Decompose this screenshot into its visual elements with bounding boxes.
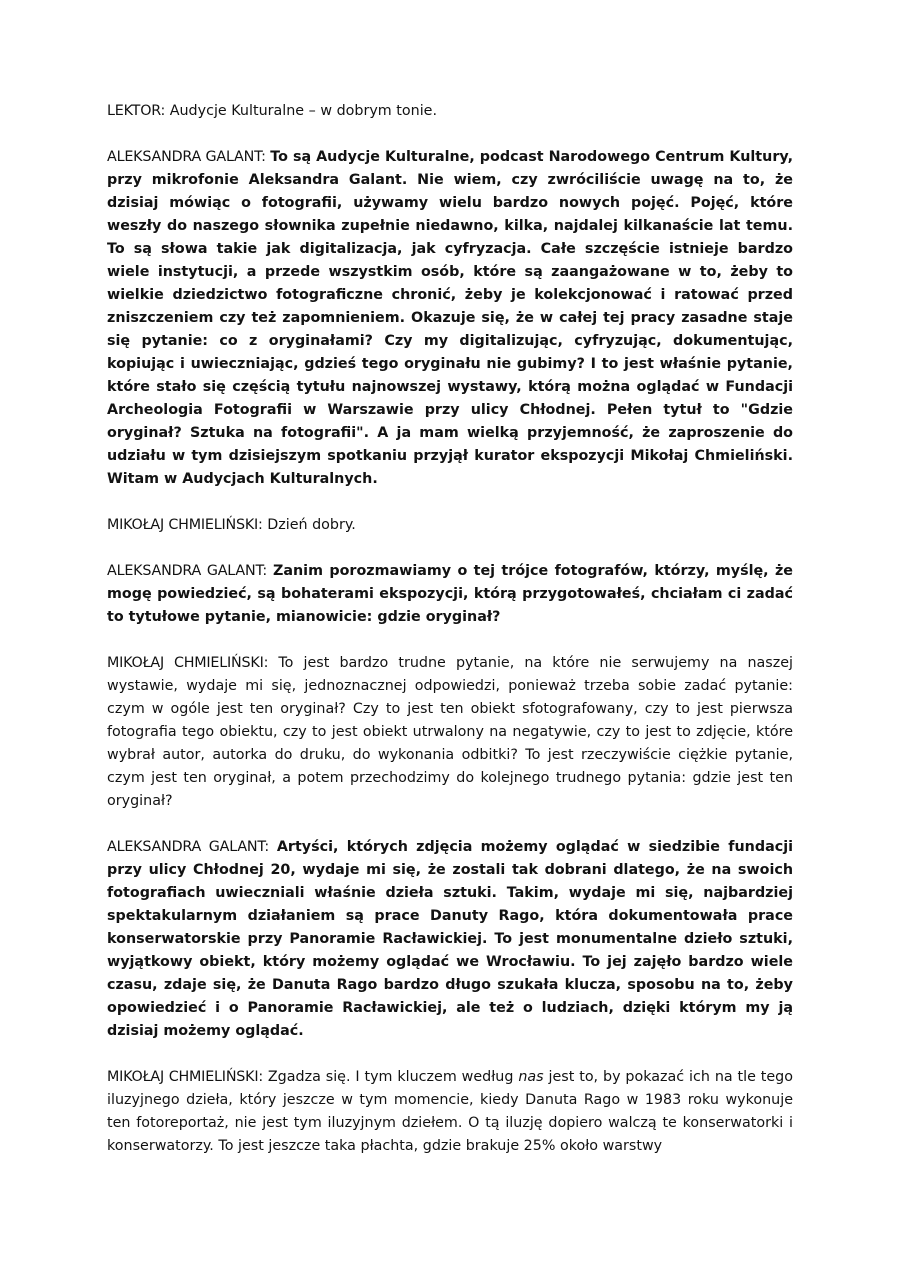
speaker-label: ALEKSANDRA GALANT: [107, 149, 266, 165]
speech-text: Audycje Kulturalne – w dobrym tonie. [169, 103, 438, 119]
paragraph-lektor [107, 100, 793, 123]
paragraph-galant-1 [107, 146, 793, 491]
paragraph-galant-2 [107, 560, 793, 629]
speech-text: Dzień dobry. [267, 517, 356, 533]
speaker-label: ALEKSANDRA GALANT: [107, 839, 269, 855]
speech-text-italic: nas [518, 1069, 544, 1085]
paragraph-chmielinski-3 [107, 1066, 793, 1158]
speech-text: jest to, by pokazać ich na tle tego iluzyjnego dzieła, który jeszcze w tym momencie, kiedy Danuta Rago w 1983 roku wykonuje ten fotoreportaż, nie jest tym iluzyjnym dziełem. O tą iluzję dopiero walczą te konserwatorki i konserwatorzy. To jest jeszcze taka płachta, gdzie brakuje 25% około warstwy [107, 1069, 794, 1154]
paragraph-chmielinski-2 [107, 652, 793, 813]
speech-text: Zanim porozmawiamy o tej trójce fotografów, którzy, myślę, że mogę powiedzieć, są bohaterami ekspozycji, którą przygotowałeś, chciałam ci zadać to tytułowe pytanie, mianowicie: gdzie oryginał? [107, 563, 793, 625]
speech-text: Zgadza się. I tym kluczem według [267, 1069, 514, 1085]
speaker-label: LEKTOR: [107, 103, 166, 119]
transcript [107, 100, 793, 1158]
speaker-label: MIKOŁAJ CHMIELIŃSKI: [107, 517, 263, 533]
speech-text: To jest bardzo trudne pytanie, na które nie serwujemy na naszej wystawie, wydaje mi się, jednoznacznej odpowiedzi, ponieważ trzeba sobie zadać pytanie: czym w ogóle jest ten oryginał? Czy to jest ten obiekt sfotografowany, czy to jest pierwsza fotografia tego obiektu, czy to jest obiekt utrwalony na negatywie, czy to jest to zdjęcie, które wybrał autor, autorka do druku, do wykonania odbitki? To jest rzeczywiście ciężkie pytanie, czym jest ten oryginał, a potem przechodzimy do kolejnego trudnego pytania: gdzie jest ten oryginał? [107, 655, 794, 809]
speaker-label: MIKOŁAJ CHMIELIŃSKI: [107, 1069, 263, 1085]
paragraph-chmielinski-1 [107, 514, 793, 537]
speech-text: To są Audycje Kulturalne, podcast Narodowego Centrum Kultury, przy mikrofonie Aleksandra Galant. Nie wiem, czy zwróciliście uwagę na to, że dzisiaj mówiąc o fotografii, używamy wielu bardzo nowych pojęć. Pojęć, które weszły do naszego słownika zupełnie niedawno, kilka, najdalej kilkanaście lat temu. To są słowa takie jak digitalizacja, jak cyfryzacja. Całe szczęście istnieje bardzo wiele instytucji, a przede wszystkim osób, które są zaangażowane w to, żeby to wielkie dziedzictwo fotograficzne chronić, żeby je kolekcjonować i ratować przed zniszczeniem czy też zapomnieniem. Okazuje się, że w całej tej pracy zasadne staje się pytanie: co z oryginałami? Czy my digitalizując, cyfryzując, dokumentując, kopiując i uwieczniając, gdzieś tego oryginału nie gubimy? I to jest właśnie pytanie, które stało się częścią tytułu najnowszej wystawy, którą można oglądać w Fundacji Archeologia Fotografii w Warszawie przy ulicy Chłodnej. Pełen tytuł to "Gdzie oryginał? Sztuka na fotografii". A ja mam wielką przyjemność, że zaproszenie do udziału w tym dzisiejszym spotkaniu przyjął kurator ekspozycji Mikołaj Chmieliński. Witam w Audycjach Kulturalnych. [107, 149, 794, 487]
speaker-label: ALEKSANDRA GALANT: [107, 563, 268, 579]
paragraph-galant-3 [107, 836, 793, 1043]
speaker-label: MIKOŁAJ CHMIELIŃSKI: [107, 655, 269, 671]
speech-text: Artyści, których zdjęcia możemy oglądać w siedzibie fundacji przy ulicy Chłodnej 20, wydaje mi się, że zostali tak dobrani dlatego, że na swoich fotografiach uwieczniali właśnie dzieła sztuki. Takim, wydaje mi się, najbardziej spektakularnym działaniem są prace Danuty Rago, która dokumentowała prace konserwatorskie przy Panoramie Racławickiej. To jest monumentalne dzieło sztuki, wyjątkowy obiekt, który możemy oglądać we Wrocławiu. To jej zajęło bardzo wiele czasu, zdaje się, że Danuta Rago bardzo długo szukała klucza, sposobu na to, żeby opowiedzieć i o Panoramie Racławickiej, ale też o ludziach, dzięki którym my ją dzisiaj możemy oglądać. [107, 839, 793, 1039]
